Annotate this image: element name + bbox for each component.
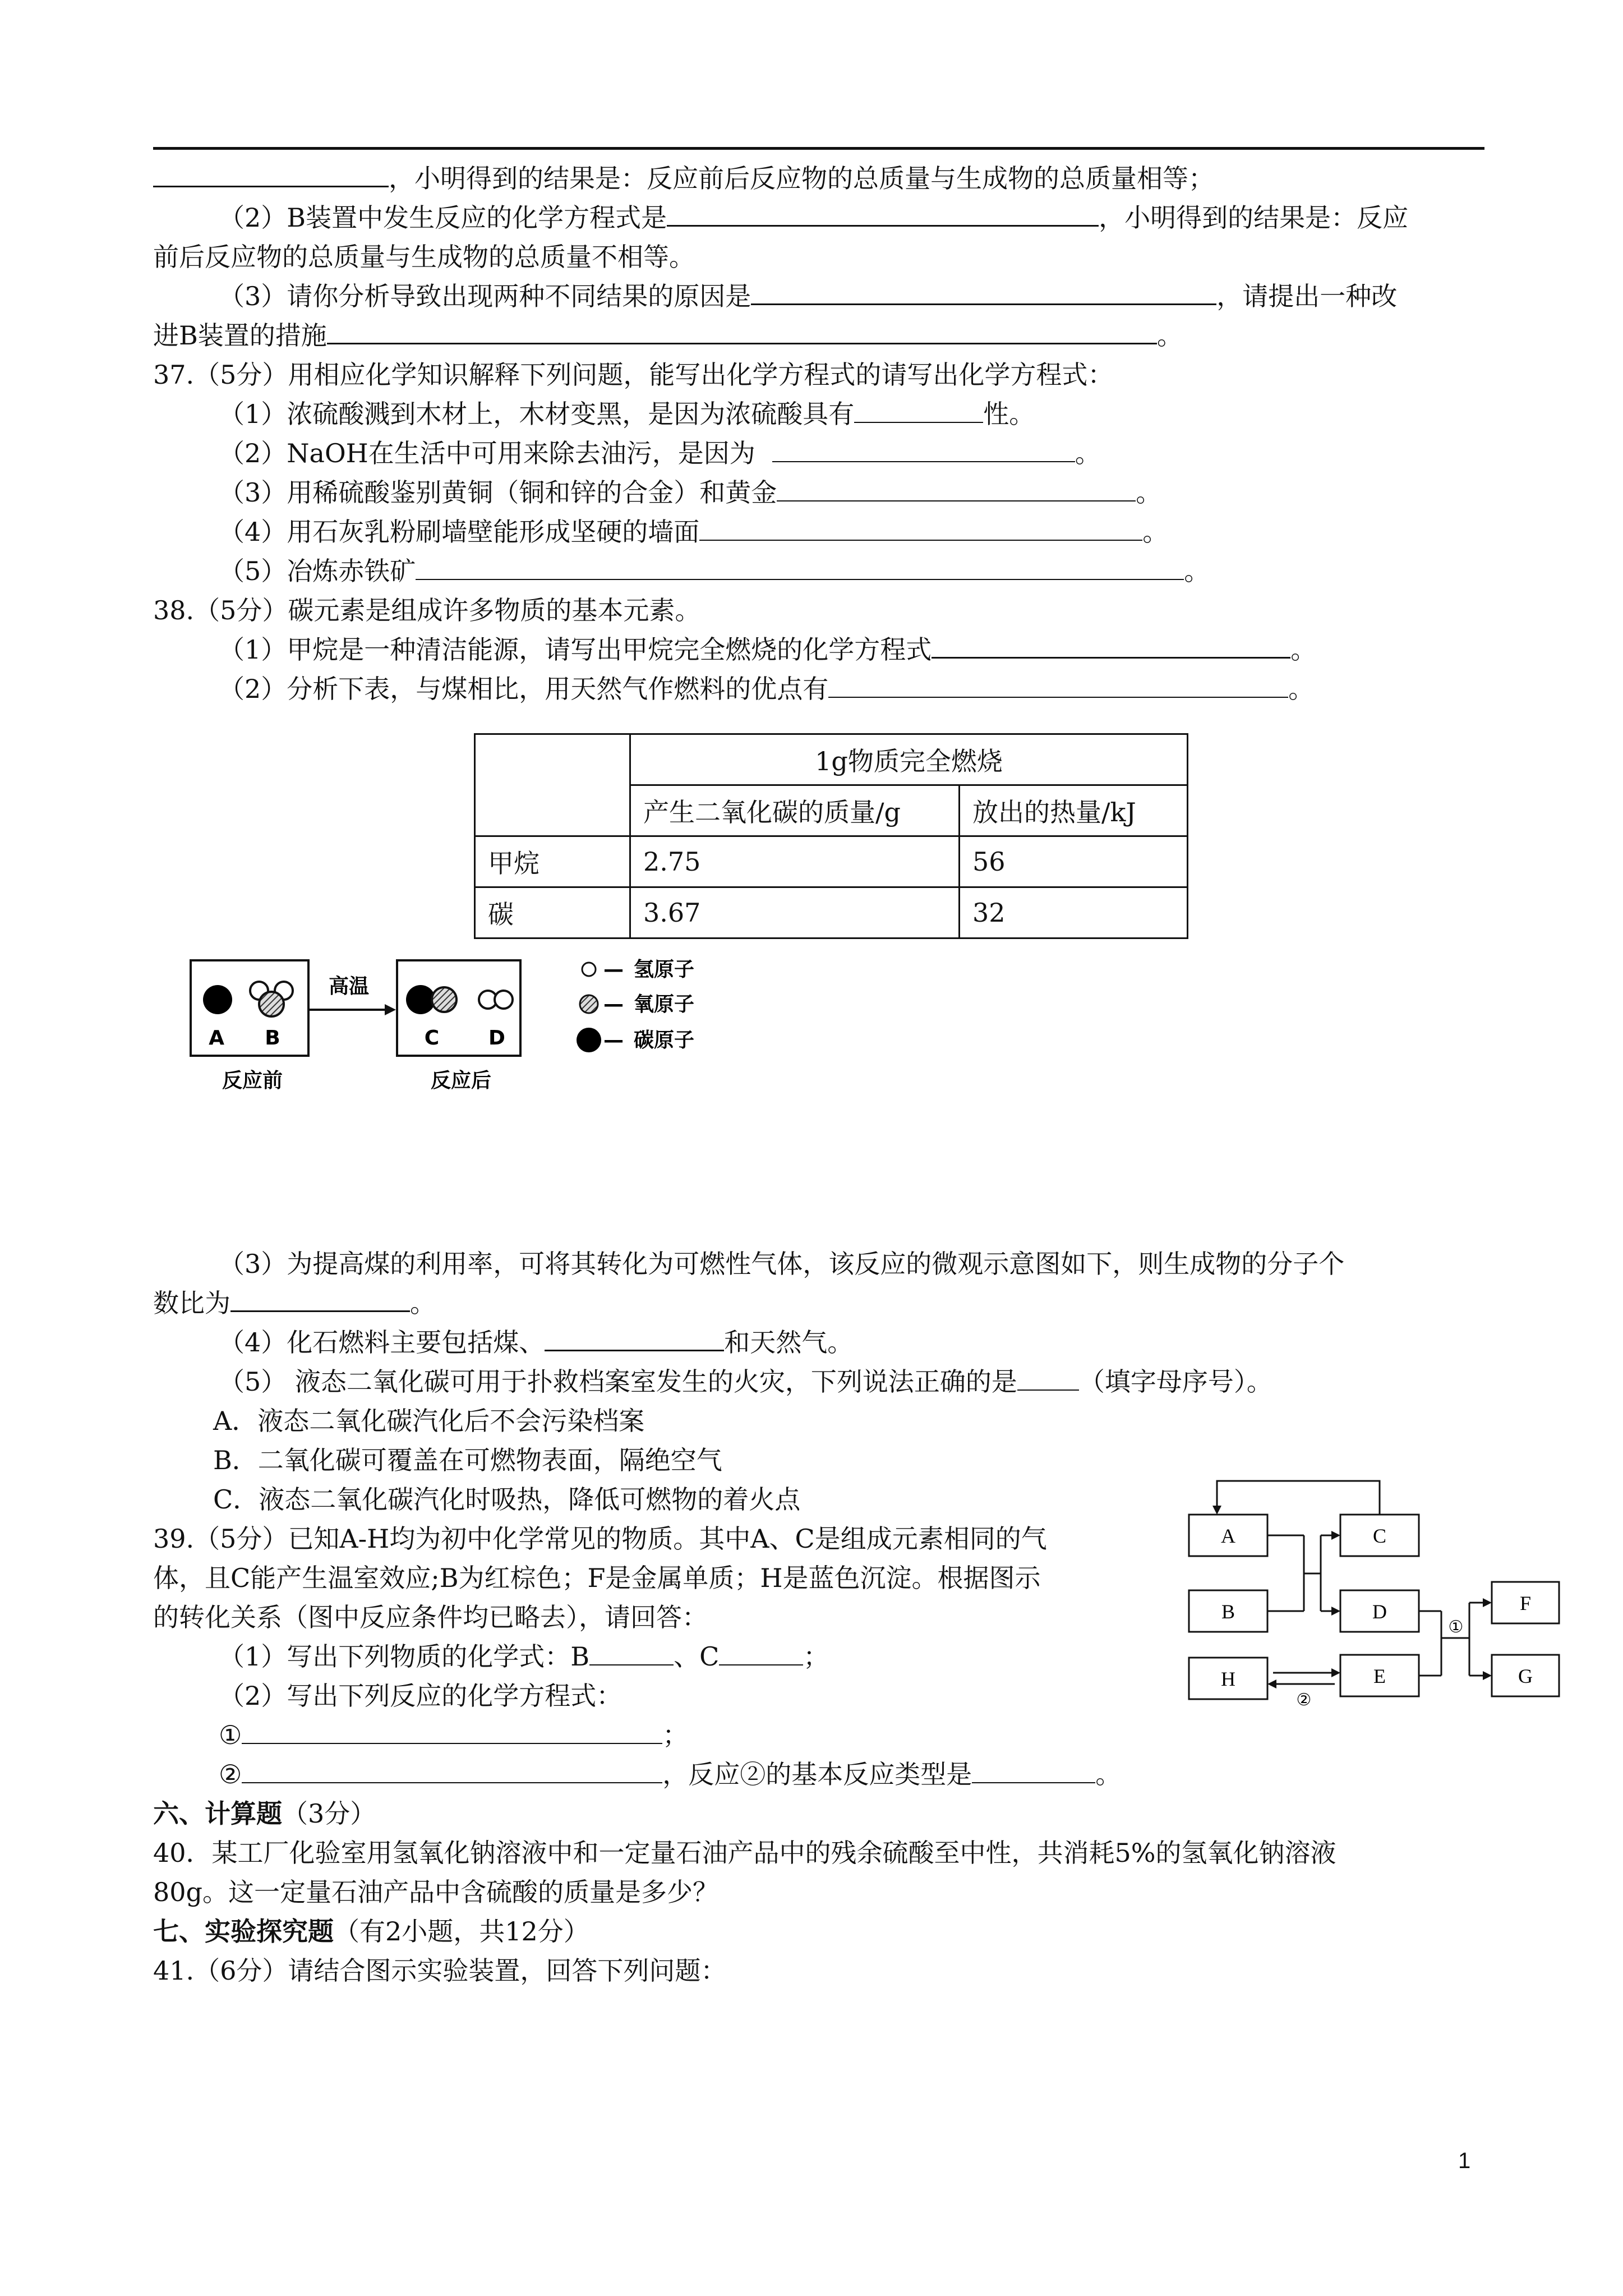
q38-option-a: A．液态二氧化碳汽化后不会污染档案 xyxy=(213,1406,645,1436)
header-rule xyxy=(153,147,1484,150)
q36-line-2: （2）B装置中发生反应的化学方程式是 ，小明得到的结果是：反应 xyxy=(219,203,1409,233)
table-cell-co2: 2.75 xyxy=(630,836,960,887)
q39-line-4: （1）写出下列物质的化学式：B 、C ； xyxy=(219,1641,829,1672)
table-cell-name: 甲烷 xyxy=(475,836,630,887)
answer-blank[interactable] xyxy=(153,165,389,187)
legend-hydrogen: 氢原子 xyxy=(634,958,695,981)
section-6-title: 六、计算题（3分） xyxy=(153,1798,376,1829)
arrow-head-icon xyxy=(1212,1506,1221,1515)
answer-blank[interactable] xyxy=(242,1723,662,1744)
arrow-head-icon xyxy=(1331,1668,1340,1677)
carbon-atom xyxy=(203,985,232,1014)
box-label-D: D xyxy=(1372,1600,1387,1623)
q38-title: 38.（5分）碳元素是组成许多物质的基本元素。 xyxy=(153,595,701,625)
answer-blank[interactable] xyxy=(772,441,1075,462)
q38-item-2: （2）分析下表，与煤相比，用天然气作燃料的优点有 。 xyxy=(219,674,1315,704)
q36-line-4: （3）请你分析导致出现两种不同结果的原因是 ，请提出一种改 xyxy=(219,281,1398,311)
q40-line-2: 80g。这一定量石油产品中含硫酸的质量是多少？ xyxy=(153,1877,718,1907)
q37-item-4: （4）用石灰乳粉刷墙壁能形成坚硬的墙面 。 xyxy=(219,517,1169,547)
q38-item-3: （3）为提高煤的利用率，可将其转化为可燃性气体，该反应的微观示意图如下，则生成物的分子个 xyxy=(219,1249,1345,1279)
section-7-title: 七、实验探究题（有2小题，共12分） xyxy=(153,1916,589,1947)
q38-item-1: （1）甲烷是一种清洁能源，请写出甲烷完全燃烧的化学方程式 。 xyxy=(219,634,1317,665)
table-header-co2: 产生二氧化碳的质量/g xyxy=(630,785,960,836)
answer-blank[interactable] xyxy=(719,1644,803,1665)
letter-C: C xyxy=(424,1027,440,1050)
answer-blank[interactable] xyxy=(751,283,1216,305)
answer-blank[interactable] xyxy=(972,1762,1095,1783)
arrow-head-icon xyxy=(1331,1531,1340,1540)
reaction-micro-diagram xyxy=(185,948,746,1105)
answer-blank[interactable] xyxy=(545,1329,724,1351)
letter-A: A xyxy=(209,1027,224,1050)
arrow-head-icon xyxy=(1483,1671,1492,1680)
mark-2: ② xyxy=(1296,1690,1312,1710)
box-label-G: G xyxy=(1518,1665,1533,1687)
q39-line-5: （2）写出下列反应的化学方程式： xyxy=(219,1681,623,1711)
arrow-label: 高温 xyxy=(328,975,370,998)
q38-item-4: （4）化石燃料主要包括煤、 和天然气。 xyxy=(219,1327,854,1358)
arrow-head-icon xyxy=(1331,1607,1340,1616)
answer-blank[interactable] xyxy=(828,677,1288,698)
arrow-head-icon xyxy=(1483,1598,1492,1607)
q40-line-1: 40．某工厂化验室用氢氧化钠溶液中和一定量石油产品中的残余硫酸至中性，共消耗5%的氢氧化钠溶液 xyxy=(153,1838,1336,1868)
oxygen-atom xyxy=(259,992,284,1016)
box-label-H: H xyxy=(1221,1668,1235,1690)
answer-blank[interactable] xyxy=(416,559,1184,580)
answer-blank[interactable] xyxy=(589,1644,674,1665)
q37-item-2: （2）NaOH在生活中可用来除去油污，是因为 。 xyxy=(219,438,1101,468)
q39-line-3: 的转化关系（图中反应条件均已略去），请回答： xyxy=(153,1602,708,1632)
oxygen-legend-icon xyxy=(580,995,598,1013)
legend-oxygen: 氧原子 xyxy=(634,993,695,1016)
letter-D: D xyxy=(488,1027,505,1050)
q39-line-1: 39.（5分）已知A-H均为初中化学常见的物质。其中A、C是组成元素相同的气 xyxy=(153,1524,1047,1554)
q37-item-5: （5）冶炼赤铁矿 。 xyxy=(219,556,1210,586)
q39-flow-diagram xyxy=(1178,1470,1570,1739)
answer-blank[interactable] xyxy=(327,323,1157,344)
q37-item-1: （1）浓硫酸溅到木材上，木材变黑，是因为浓硫酸具有 性。 xyxy=(219,399,1035,429)
arrow-head-icon xyxy=(385,1004,396,1015)
legend-carbon: 碳原子 xyxy=(634,1029,695,1052)
box-label-F: F xyxy=(1519,1592,1532,1614)
q37-title: 37.（5分）用相应化学知识解释下列问题，能写出化学方程式的请写出化学方程式： xyxy=(153,360,1114,390)
letter-B: B xyxy=(265,1027,280,1050)
answer-blank[interactable] xyxy=(777,480,1136,501)
answer-blank[interactable] xyxy=(230,1290,410,1312)
q38-option-b: B．二氧化碳可覆盖在可燃物表面，隔绝空气 xyxy=(213,1445,722,1475)
box-label-B: B xyxy=(1221,1600,1235,1623)
q38-option-c: C．液态二氧化碳汽化时吸热，降低可燃物的着火点 xyxy=(213,1484,801,1515)
table-header-heat: 放出的热量/kJ xyxy=(960,785,1188,836)
q39-line-6: ① ； xyxy=(219,1720,689,1750)
answer-blank[interactable] xyxy=(699,519,1142,541)
box-label-C: C xyxy=(1372,1525,1387,1547)
legend-dash: — xyxy=(603,958,624,981)
mark-1: ① xyxy=(1448,1617,1464,1637)
answer-blank[interactable] xyxy=(854,402,983,423)
table-header-top: 1g物质完全燃烧 xyxy=(630,734,1188,785)
legend-dash: — xyxy=(603,993,624,1016)
q38-item-5: （5） 液态二氧化碳可用于扑救档案室发生的火灾，下列说法正确的是 （填字母序号）。 xyxy=(219,1366,1272,1397)
answer-blank[interactable] xyxy=(667,205,1099,227)
answer-blank[interactable] xyxy=(242,1762,662,1783)
q41-line: 41.（6分）请结合图示实验装置，回答下列问题： xyxy=(153,1955,727,1986)
answer-blank[interactable] xyxy=(932,637,1290,659)
q37-item-3: （3）用稀硫酸鉴别黄铜（铜和锌的合金）和黄金 。 xyxy=(219,477,1162,508)
q36-line-3: 前后反应物的总质量与生成物的总质量不相等。 xyxy=(153,242,695,272)
carbon-legend-icon xyxy=(577,1028,601,1052)
table-row xyxy=(475,887,1188,938)
table-cell-heat: 56 xyxy=(960,836,1188,887)
hydrogen-legend-icon xyxy=(582,963,596,976)
page-number: 1 xyxy=(1458,2148,1471,2173)
oxygen-atom xyxy=(432,987,457,1012)
box-label-E: E xyxy=(1373,1665,1386,1687)
box-label-A: A xyxy=(1221,1525,1235,1547)
answer-blank[interactable] xyxy=(1017,1369,1079,1391)
table-cell-co2: 3.67 xyxy=(630,887,960,938)
q36-line-1: ，小明得到的结果是：反应前后反应物的总质量与生成物的总质量相等； xyxy=(153,165,1214,191)
table-cell-name: 碳 xyxy=(475,887,630,938)
arrow-head-icon xyxy=(1267,1680,1276,1688)
combustion-table xyxy=(474,733,1188,939)
table-cell-heat: 32 xyxy=(960,887,1188,938)
table-row xyxy=(475,836,1188,887)
q39-line-2: 体，且C能产生温室效应;B为红棕色；F是金属单质；H是蓝色沉淀。根据图示 xyxy=(153,1563,1041,1593)
q39-line-7: ② ，反应②的基本反应类型是 。 xyxy=(219,1759,1122,1789)
legend-dash: — xyxy=(603,1029,624,1052)
hydrogen-atom xyxy=(495,991,513,1009)
q36-line-5: 进B装置的措施 。 xyxy=(153,320,1183,351)
after-caption: 反应后 xyxy=(430,1069,492,1092)
q38-item-3-cont: 数比为 。 xyxy=(153,1288,436,1318)
table-corner xyxy=(475,734,630,836)
before-caption: 反应前 xyxy=(222,1069,283,1092)
